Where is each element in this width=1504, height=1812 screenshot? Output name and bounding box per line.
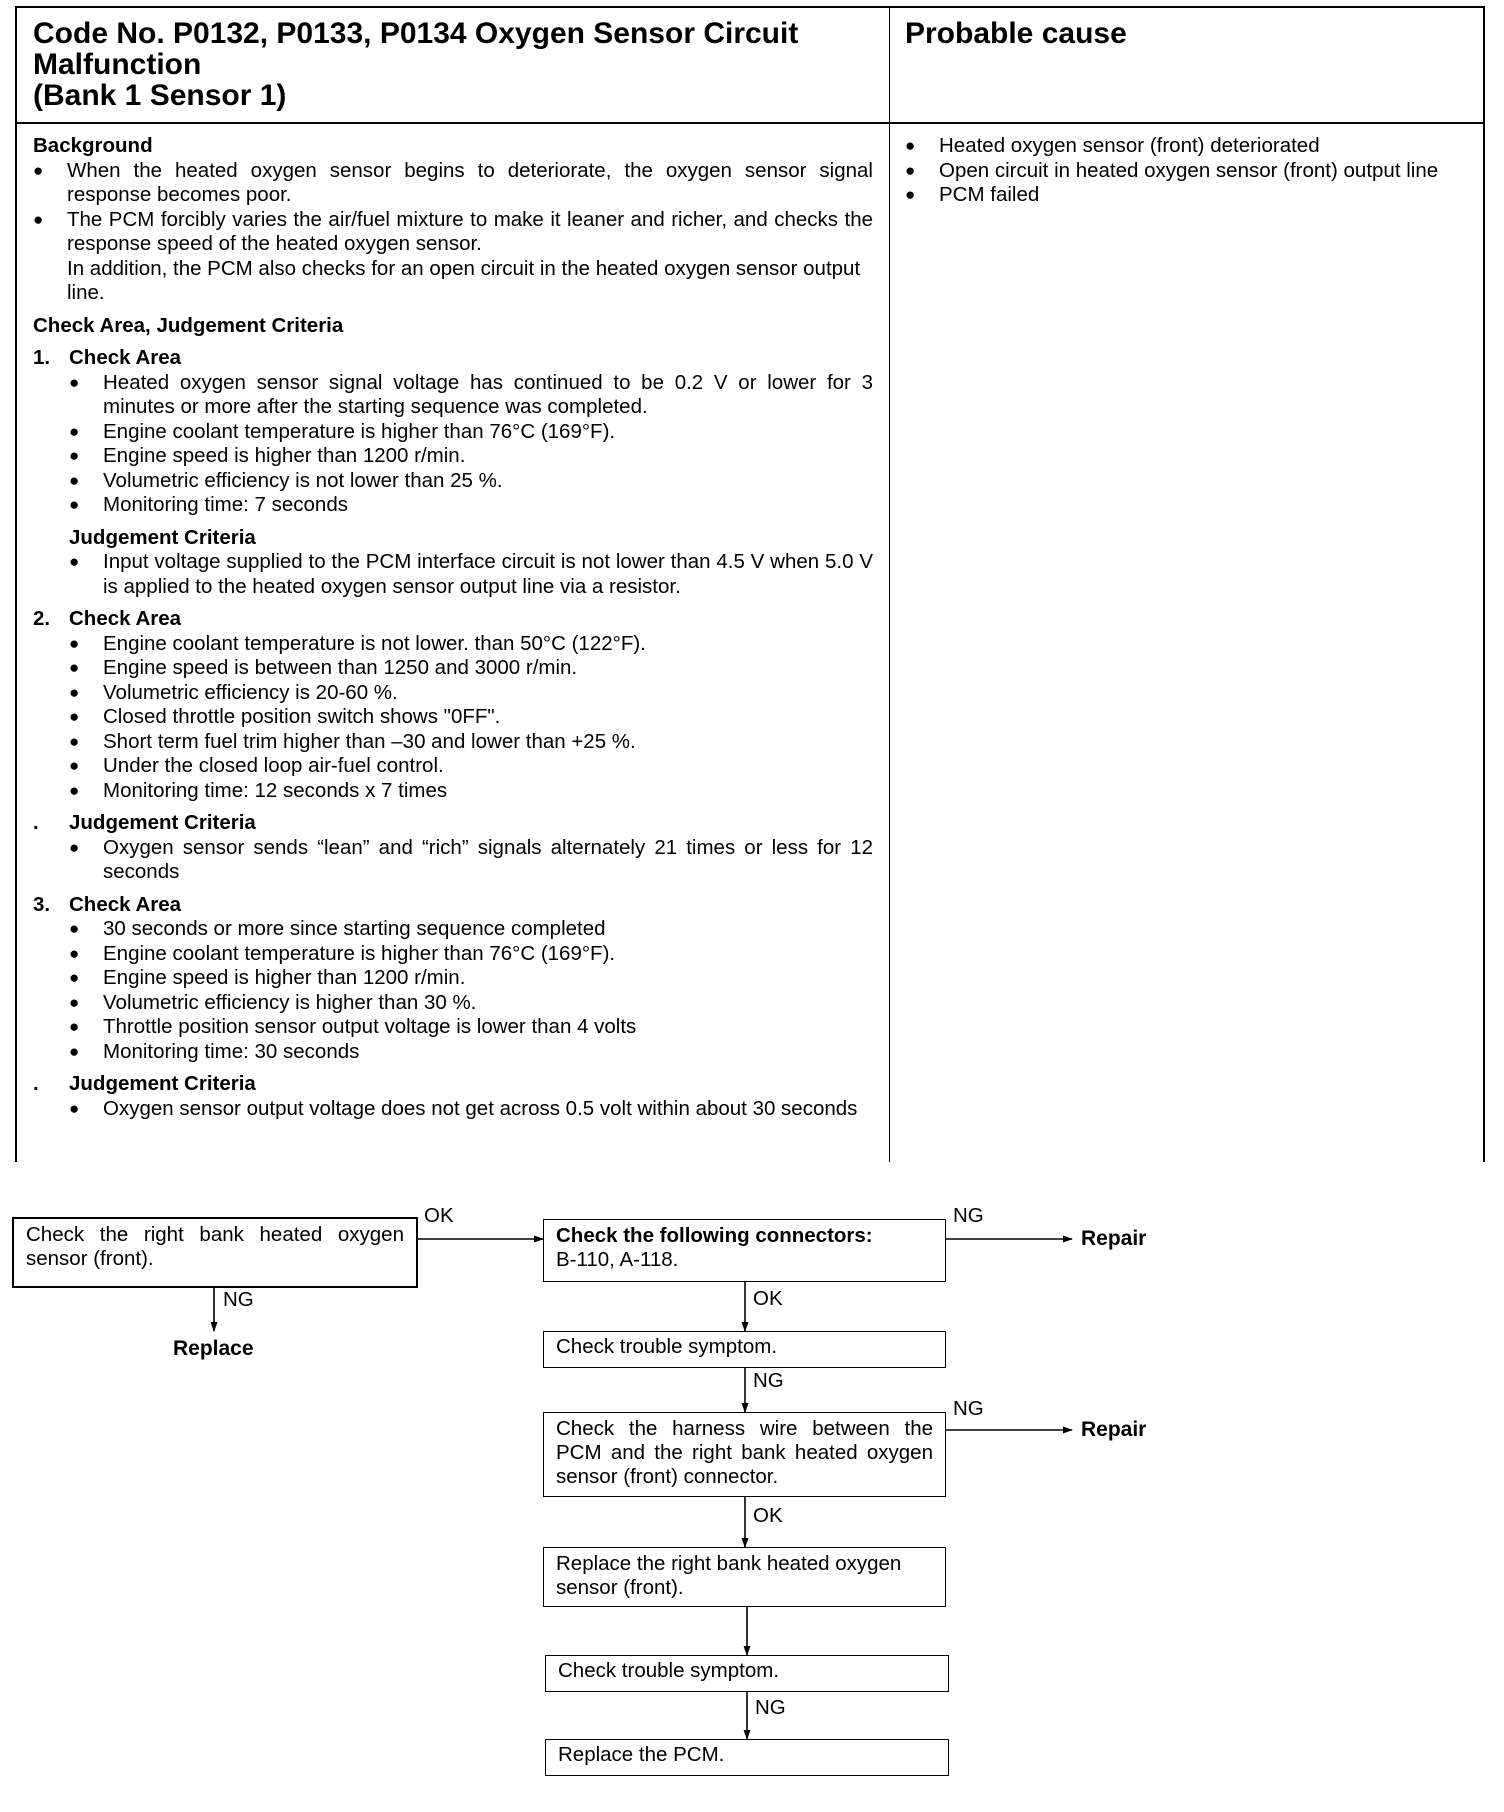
list-item: ● Short term fuel trim higher than –30 and lower than +25 %. bbox=[69, 730, 873, 755]
list-item: ● Monitoring time: 12 seconds x 7 times bbox=[69, 779, 873, 804]
replace-terminal: Replace bbox=[173, 1337, 254, 1360]
repair-terminal: Repair bbox=[1081, 1418, 1147, 1441]
list-item: ● Engine coolant temperature is higher than 76°C (169°F). bbox=[69, 420, 873, 445]
section-2-check-area-heading: 2. Check Area bbox=[33, 607, 182, 630]
list-item: ● Volumetric efficiency is not lower than 25 %. bbox=[69, 469, 873, 494]
ng-label: NG bbox=[753, 1369, 784, 1392]
probable-cause-item: ● Open circuit in heated oxygen sensor (front) output line bbox=[905, 159, 1470, 184]
repair-terminal: Repair bbox=[1081, 1227, 1147, 1250]
section-1-judgement-heading: Judgement Criteria bbox=[69, 525, 256, 549]
list-item: ● Oxygen sensor output voltage does not get across 0.5 volt within about 30 seconds bbox=[69, 1097, 873, 1122]
flow-box-replace-pcm: Replace the PCM. bbox=[545, 1739, 949, 1776]
ok-label: OK bbox=[424, 1204, 454, 1227]
code-title-line: Code No. P0132, P0133, P0134 Oxygen Sensor Circuit bbox=[33, 17, 799, 50]
background-note: In addition, the PCM also checks for an open circuit in the heated oxygen sensor output line. bbox=[67, 256, 861, 304]
section-3-check-area-heading: 3. Check Area bbox=[33, 892, 182, 916]
list-item: ● Heated oxygen sensor signal voltage has continued to be 0.2 V or lower for 3 minutes or more after the starting sequence was completed. bbox=[69, 371, 873, 420]
flow-box-check-connectors bbox=[543, 1219, 946, 1282]
list-item: ● Monitoring time: 7 seconds bbox=[69, 493, 873, 518]
connectors-list: B-110, A-118. bbox=[556, 1248, 679, 1271]
flow-box-check-sensor: Check the right bank heated oxygen sensor (front). bbox=[12, 1217, 418, 1288]
list-item: ● Volumetric efficiency is 20-60 %. bbox=[69, 681, 873, 706]
code-title-line: (Bank 1 Sensor 1) bbox=[33, 79, 287, 112]
background-heading: Background bbox=[33, 134, 153, 157]
flow-box-check-trouble-symptom: Check trouble symptom. bbox=[545, 1655, 949, 1692]
probable-cause-item: ● PCM failed bbox=[905, 183, 1470, 208]
flow-box-check-harness: Check the harness wire between the PCM and the right bank heated oxygen sensor (front) connector. bbox=[543, 1412, 946, 1497]
list-item: ● Throttle position sensor output voltage is lower than 4 volts bbox=[69, 1015, 873, 1040]
list-item: ● Volumetric efficiency is higher than 30 %. bbox=[69, 991, 873, 1016]
probable-cause-title: Probable cause bbox=[905, 17, 1127, 50]
list-item: ● Engine coolant temperature is not lower. than 50°C (122°F). bbox=[69, 632, 873, 657]
list-item: ● Input voltage supplied to the PCM interface circuit is not lower than 4.5 V when 5.0 V is applied to the heated oxygen sensor output line via a resistor. bbox=[69, 550, 873, 599]
flow-box-replace-sensor: Replace the right bank heated oxygen sensor (front). bbox=[543, 1547, 946, 1607]
ng-label: NG bbox=[953, 1397, 984, 1420]
probable-cause-item: ● Heated oxygen sensor (front) deteriorated bbox=[905, 134, 1470, 159]
background-bullet: ● The PCM forcibly varies the air/fuel mixture to make it leaner and richer, and checks the response speed of the heated oxygen sensor. bbox=[33, 208, 873, 257]
list-item: ● Engine coolant temperature is higher than 76°C (169°F). bbox=[69, 942, 873, 967]
list-item: ● Engine speed is between than 1250 and 3000 r/min. bbox=[69, 656, 873, 681]
section-1-check-area-heading: 1. Check Area bbox=[33, 346, 182, 369]
flow-box-check-trouble-symptom: Check trouble symptom. bbox=[543, 1331, 946, 1368]
list-item: ● Oxygen sensor sends “lean” and “rich” signals alternately 21 times or less for 12 seconds bbox=[69, 836, 873, 885]
section-3-judgement-heading: . Judgement Criteria bbox=[33, 1072, 256, 1095]
list-item: ● Engine speed is higher than 1200 r/min. bbox=[69, 966, 873, 991]
section-2-judgement-heading: . Judgement Criteria bbox=[33, 811, 256, 834]
list-item: ● Engine speed is higher than 1200 r/min. bbox=[69, 444, 873, 469]
check-heading: Check Area, Judgement Criteria bbox=[33, 313, 344, 337]
ng-label: NG bbox=[223, 1288, 254, 1311]
list-item: ● Closed throttle position switch shows "0FF". bbox=[69, 705, 873, 730]
code-title-line: Malfunction bbox=[33, 48, 202, 81]
ng-label: NG bbox=[755, 1696, 786, 1719]
ok-label: OK bbox=[753, 1287, 783, 1310]
list-item: ● 30 seconds or more since starting sequence completed bbox=[69, 917, 873, 942]
ng-label: NG bbox=[953, 1204, 984, 1227]
connectors-heading: Check the following connectors: bbox=[556, 1224, 873, 1247]
list-item: ● Monitoring time: 30 seconds bbox=[69, 1040, 873, 1065]
ok-label: OK bbox=[753, 1504, 783, 1527]
list-item: ● Under the closed loop air-fuel control. bbox=[69, 754, 873, 779]
background-bullet: ● When the heated oxygen sensor begins to deteriorate, the oxygen sensor signal response becomes poor. bbox=[33, 159, 873, 208]
